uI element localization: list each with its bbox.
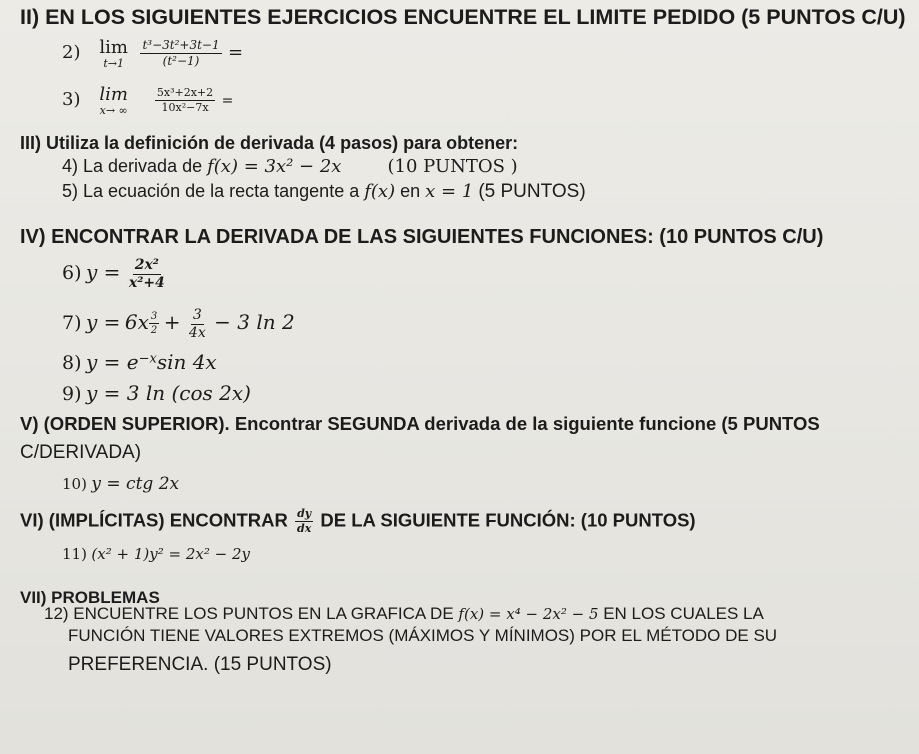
section-v-heading-line1: V) (ORDEN SUPERIOR). Encontrar SEGUNDA derivada de la siguiente funcione (5 PUNTOS [20,413,820,434]
exercise-12-line1: 12) ENCUENTRE LOS PUNTOS EN LA GRAFICA DE f(x) = x⁴ − 2x² − 5 EN LOS CUALES LA [44,604,764,623]
limit-fraction: $\frac{\text{5x³+2x+2}}{\text{10x²−7x}}$ [156,86,214,115]
exercise-6: 6) y = $\frac{\text{2x²}}{\text{x²+4}}$ [62,257,165,292]
exercise-5: 5) La ecuación de la recta tangente a f(x) en x = 1 (5 PUNTOS) [62,181,586,202]
section-vii-heading: VII) PROBLEMAS [20,588,160,607]
exercise-4: 4) La derivada de f(x) = 3x² − 2x (10 PUNTOS ) [62,156,518,177]
fraction: $\frac{3}{4x}$ [188,307,206,342]
exercise-2: 2) lim t→1 $\frac{\text{t³−3t²+3t−1}}{\text{(t²−1)}}$ = [62,37,244,70]
exercise-8: 8) $y = e^{-x}\sin$ 4x [62,350,217,374]
exercise-11: 11) (x² + 1)y² = 2x² − 2y [62,545,250,563]
exercise-12-line3: PREFERENCIA. (15 PUNTOS) [68,654,332,675]
exercise-3-number: 3) [62,89,81,111]
fraction: $\frac{\text{2x²}}{\text{x²+4}}$ [128,257,165,292]
exercise-7: 7) y = 6x $\frac{3}{2}$ + $\frac{3}{4x}$ − 3 ln 2 [62,307,295,342]
limit-fraction: $\frac{\text{t³−3t²+3t−1}}{\text{(t²−1)}}$ [142,38,220,69]
exercise-10: 10) y = ctg 2x [62,474,180,494]
exercise-2-number: 2) [62,42,81,64]
exercise-9: 9) y = 3 ln (cos 2x) [62,381,251,405]
exercise-3: 3) lim x→ ∞ $\frac{\text{5x³+2x+2}}{\text{10x²−7x}}$ = [62,84,234,117]
exercise-12-line2: FUNCIÓN TIENE VALORES EXTREMOS (MÁXIMOS Y MÍNIMOS) POR EL MÉTODO DE SU [68,626,778,645]
section-v-heading-line2: C/DERIVADA) [20,442,142,463]
limit-operator: lim x→ ∞ [99,84,128,117]
section-vi-heading: VI) (IMPLÍCITAS) ENCONTRAR $\frac{dy}{dx}$ DE LA SIGUIENTE FUNCIÓN: (10 PUNTOS) [20,507,696,536]
limit-operator: lim t→1 [99,37,128,70]
dy-dx: $\frac{dy}{dx}$ [297,507,312,536]
section-iv-heading: IV) ENCONTRAR LA DERIVADA DE LAS SIGUIENTES FUNCIONES: (10 PUNTOS C/U) [20,226,824,248]
section-ii-heading: II) EN LOS SIGUIENTES EJERCICIOS ENCUENTRE EL LIMITE PEDIDO (5 PUNTOS C/U) [20,5,906,29]
section-iii-heading: III) Utiliza la definición de derivada (4 pasos) para obtener: [20,133,519,153]
exponent-fraction: $\frac{3}{2}$ [150,311,158,337]
